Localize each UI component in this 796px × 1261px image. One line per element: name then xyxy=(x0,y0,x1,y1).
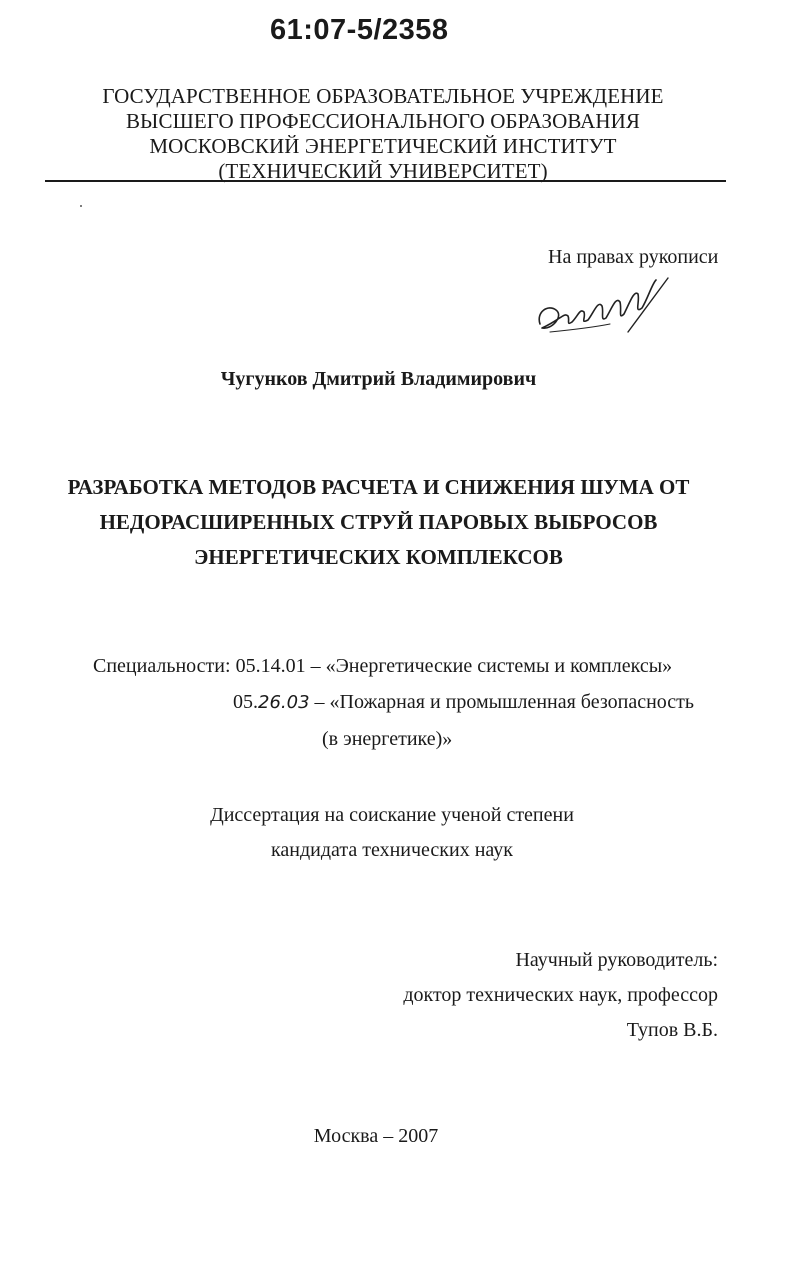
header-divider xyxy=(45,180,726,182)
specialty-second-name: – «Пожарная и промышленная безопасность xyxy=(309,691,695,713)
scan-speck xyxy=(80,205,82,207)
supervisor-block xyxy=(403,943,718,1048)
institution-line: ВЫСШЕГО ПРОФЕССИОНАЛЬНОГО ОБРАЗОВАНИЯ xyxy=(125,109,641,133)
dissertation-statement xyxy=(0,798,784,868)
specialties-label: Специальности: xyxy=(93,655,231,677)
specialty-second-code-prefix: 05. xyxy=(233,691,258,713)
city-year: Москва – 2007 xyxy=(313,1125,439,1147)
supervisor-name: Тупов В.Б. xyxy=(626,1019,718,1041)
thesis-title-line: РАЗРАБОТКА МЕТОДОВ РАСЧЕТА И СНИЖЕНИЯ ШУМА ОТ xyxy=(67,475,690,499)
institution-block xyxy=(0,84,766,184)
manuscript-rights-note: На правах рукописи xyxy=(548,246,719,268)
registration-code: 61:07-5/2358 xyxy=(270,14,449,46)
thesis-title-line: НЕДОРАСШИРЕННЫХ СТРУЙ ПАРОВЫХ ВЫБРОСОВ xyxy=(99,510,658,534)
specialty-first-name: – «Энергетические системы и комплексы» xyxy=(310,655,673,677)
thesis-title xyxy=(0,470,757,575)
institution-line: ГОСУДАРСТВЕННОЕ ОБРАЗОВАТЕЛЬНОЕ УЧРЕЖДЕНИЕ xyxy=(102,84,664,108)
institution-line: МОСКОВСКИЙ ЭНЕРГЕТИЧЕСКИЙ ИНСТИТУТ xyxy=(149,134,617,158)
specialty-second-continuation: (в энергетике)» xyxy=(322,728,453,750)
institution-line: (ТЕХНИЧЕСКИЙ УНИВЕРСИТЕТ) xyxy=(218,159,548,183)
supervisor-label: Научный руководитель: xyxy=(515,949,718,971)
dissertation-line: кандидата технических наук xyxy=(270,839,514,861)
dissertation-line: Диссертация на соискание ученой степени xyxy=(210,804,574,826)
specialty-second-code-handwritten: 26.03 xyxy=(258,692,310,713)
thesis-title-line: ЭНЕРГЕТИЧЕСКИХ КОМПЛЕКСОВ xyxy=(194,545,563,569)
author-name: Чугунков Дмитрий Владимирович xyxy=(220,368,537,390)
specialty-first-code: 05.14.01 xyxy=(235,655,306,677)
specialty-second xyxy=(233,691,694,714)
supervisor-degree: доктор технических наук, профессор xyxy=(403,984,718,1006)
specialty-first xyxy=(93,655,672,678)
signature-icon xyxy=(530,272,680,342)
